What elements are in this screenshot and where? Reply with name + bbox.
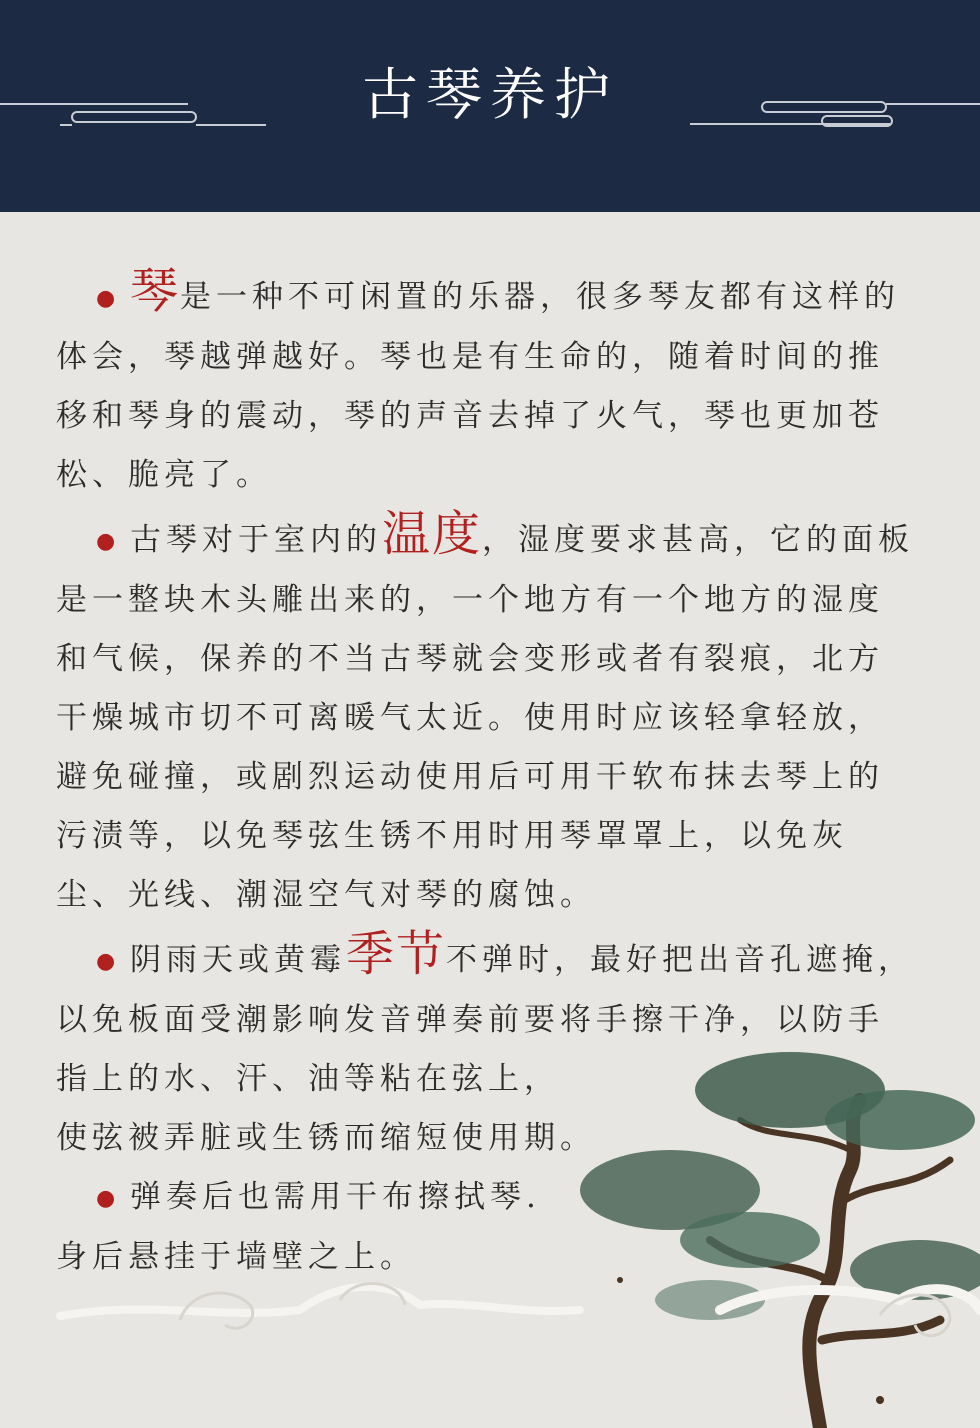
paragraph-text: 弹奏后也需用干布擦拭琴. bbox=[130, 1179, 541, 1215]
paragraph-1 bbox=[56, 262, 918, 505]
paragraph-text: 不弹时，最好把出音孔遮掩，以免板面受潮影响发音弹奏前要将手擦干净，以防手指上的水、汗、油等粘在弦上， bbox=[56, 942, 915, 1097]
highlight-word: 琴 bbox=[130, 263, 181, 319]
bullet-icon: ● bbox=[96, 529, 121, 554]
paragraph-3-line-2: 使弦被弄脏或生锈而缩短使用期。 bbox=[56, 1120, 596, 1156]
paragraph-text: ，湿度要求甚高，它的面板是一整块木头雕出来的，一个地方有一个地方的湿度和气候，保养的不当古琴就会变形或者有裂痕，北方干燥城市切不可离暖气太近。使用时应该轻拿轻放，避免碰撞，或剧烈运动使用后可用干软布抹去琴上的污渍等，以免琴弦生锈不用时用琴罩罩上，以免灰尘、光线、潮湿空气对琴的腐蚀。 bbox=[56, 522, 915, 913]
paragraph-4-line-2: 身后悬挂于墙壁之上。 bbox=[56, 1239, 416, 1275]
header-banner bbox=[0, 0, 980, 212]
paragraph-2 bbox=[56, 505, 918, 925]
right-line-ornament bbox=[690, 98, 980, 130]
bullet-icon: ● bbox=[96, 949, 121, 974]
highlight-word: 温度 bbox=[382, 506, 483, 562]
bullet-icon: ● bbox=[96, 1186, 121, 1211]
paragraph-text: 阴雨天或黄霉 bbox=[130, 942, 346, 978]
paragraph-text: 是一种不可闲置的乐器，很多琴友都有这样的体会，琴越弹越好。琴也是有生命的，随着时间的推移和琴身的震动，琴的声音去掉了火气，琴也更加苍松、脆亮了。 bbox=[56, 279, 901, 493]
bullet-icon: ● bbox=[96, 286, 121, 311]
highlight-word: 季节 bbox=[346, 926, 447, 982]
paragraph-text: 古琴对于室内的 bbox=[130, 522, 382, 558]
page-title: 古琴养护 bbox=[362, 63, 618, 128]
paragraph-4 bbox=[56, 1168, 918, 1228]
body-content bbox=[56, 262, 918, 1287]
paragraph-3 bbox=[56, 925, 918, 1109]
